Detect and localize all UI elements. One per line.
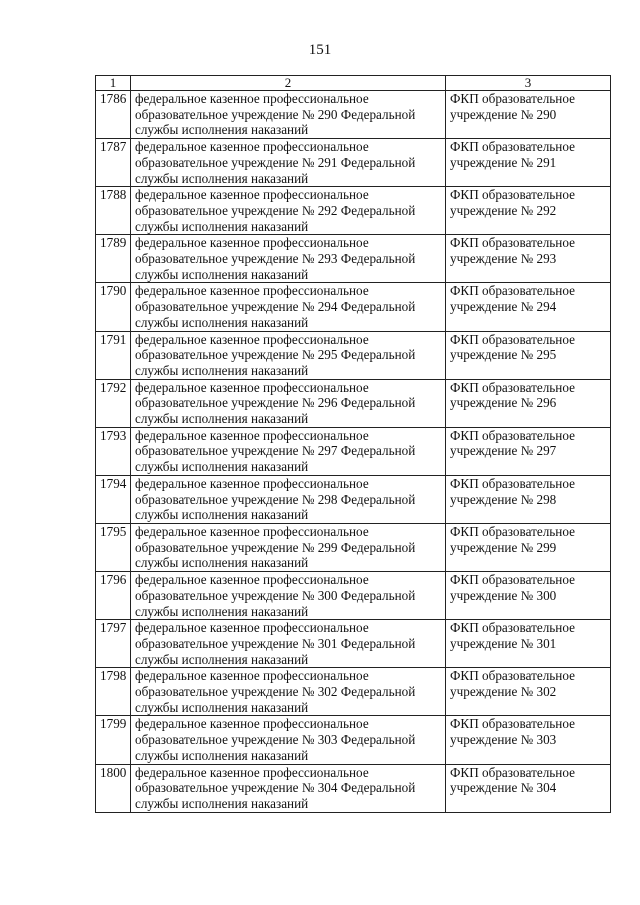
row-number: 1797 [96, 620, 131, 668]
short-name-cell: ФКП образовательное учреждение № 299 [446, 523, 611, 571]
column-header-full-name: 2 [131, 76, 446, 91]
registry-table [95, 75, 611, 813]
full-name-cell: федеральное казенное профессиональное образовательное учреждение № 302 Федеральной службы исполнения наказаний [131, 668, 446, 716]
table-row [96, 379, 611, 427]
short-name-cell: ФКП образовательное учреждение № 298 [446, 475, 611, 523]
short-name-cell: ФКП образовательное учреждение № 301 [446, 620, 611, 668]
full-name-cell: федеральное казенное профессиональное образовательное учреждение № 297 Федеральной службы исполнения наказаний [131, 427, 446, 475]
full-name-cell: федеральное казенное профессиональное образовательное учреждение № 303 Федеральной службы исполнения наказаний [131, 716, 446, 764]
full-name-cell: федеральное казенное профессиональное образовательное учреждение № 299 Федеральной службы исполнения наказаний [131, 523, 446, 571]
row-number: 1787 [96, 139, 131, 187]
table-row [96, 427, 611, 475]
row-number: 1788 [96, 187, 131, 235]
table-row [96, 668, 611, 716]
row-number: 1791 [96, 331, 131, 379]
short-name-cell: ФКП образовательное учреждение № 300 [446, 572, 611, 620]
row-number: 1799 [96, 716, 131, 764]
table-row [96, 331, 611, 379]
full-name-cell: федеральное казенное профессиональное образовательное учреждение № 298 Федеральной службы исполнения наказаний [131, 475, 446, 523]
table-row [96, 235, 611, 283]
row-number: 1800 [96, 764, 131, 812]
row-number: 1795 [96, 523, 131, 571]
table-header-row [96, 76, 611, 91]
row-number: 1789 [96, 235, 131, 283]
table-row [96, 523, 611, 571]
short-name-cell: ФКП образовательное учреждение № 302 [446, 668, 611, 716]
table-row [96, 475, 611, 523]
row-number: 1790 [96, 283, 131, 331]
row-number: 1786 [96, 91, 131, 139]
row-number: 1792 [96, 379, 131, 427]
full-name-cell: федеральное казенное профессиональное образовательное учреждение № 301 Федеральной службы исполнения наказаний [131, 620, 446, 668]
short-name-cell: ФКП образовательное учреждение № 292 [446, 187, 611, 235]
full-name-cell: федеральное казенное профессиональное образовательное учреждение № 296 Федеральной службы исполнения наказаний [131, 379, 446, 427]
full-name-cell: федеральное казенное профессиональное образовательное учреждение № 293 Федеральной службы исполнения наказаний [131, 235, 446, 283]
short-name-cell: ФКП образовательное учреждение № 304 [446, 764, 611, 812]
table-row [96, 283, 611, 331]
table-row [96, 716, 611, 764]
short-name-cell: ФКП образовательное учреждение № 297 [446, 427, 611, 475]
full-name-cell: федеральное казенное профессиональное образовательное учреждение № 292 Федеральной службы исполнения наказаний [131, 187, 446, 235]
row-number: 1793 [96, 427, 131, 475]
short-name-cell: ФКП образовательное учреждение № 303 [446, 716, 611, 764]
full-name-cell: федеральное казенное профессиональное образовательное учреждение № 294 Федеральной службы исполнения наказаний [131, 283, 446, 331]
short-name-cell: ФКП образовательное учреждение № 293 [446, 235, 611, 283]
full-name-cell: федеральное казенное профессиональное образовательное учреждение № 295 Федеральной службы исполнения наказаний [131, 331, 446, 379]
full-name-cell: федеральное казенное профессиональное образовательное учреждение № 291 Федеральной службы исполнения наказаний [131, 139, 446, 187]
short-name-cell: ФКП образовательное учреждение № 294 [446, 283, 611, 331]
short-name-cell: ФКП образовательное учреждение № 290 [446, 91, 611, 139]
table-row [96, 572, 611, 620]
column-header-short-name: 3 [446, 76, 611, 91]
short-name-cell: ФКП образовательное учреждение № 291 [446, 139, 611, 187]
page-number: 151 [308, 42, 332, 58]
row-number: 1796 [96, 572, 131, 620]
table-row [96, 187, 611, 235]
row-number: 1794 [96, 475, 131, 523]
full-name-cell: федеральное казенное профессиональное образовательное учреждение № 304 Федеральной службы исполнения наказаний [131, 764, 446, 812]
short-name-cell: ФКП образовательное учреждение № 295 [446, 331, 611, 379]
table-row [96, 139, 611, 187]
full-name-cell: федеральное казенное профессиональное образовательное учреждение № 300 Федеральной службы исполнения наказаний [131, 572, 446, 620]
full-name-cell: федеральное казенное профессиональное образовательное учреждение № 290 Федеральной службы исполнения наказаний [131, 91, 446, 139]
table-row [96, 764, 611, 812]
table-row [96, 620, 611, 668]
column-header-number: 1 [96, 76, 131, 91]
short-name-cell: ФКП образовательное учреждение № 296 [446, 379, 611, 427]
table-row [96, 91, 611, 139]
row-number: 1798 [96, 668, 131, 716]
